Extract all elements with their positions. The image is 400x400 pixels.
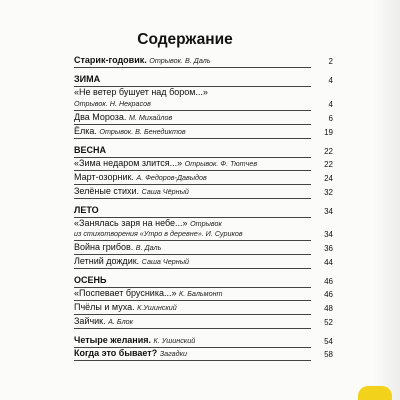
entry-source: А. Блок — [108, 317, 134, 326]
toc-entry — [74, 126, 311, 139]
toc-entry — [74, 256, 311, 269]
toc-entry — [74, 112, 311, 125]
entry-source: Саша Чёрный — [141, 187, 189, 196]
page-number: 54 — [324, 337, 333, 346]
entry-title: «Не ветер бушует над бором...» — [74, 87, 208, 97]
page-number: 32 — [324, 188, 333, 197]
page-number: 48 — [324, 304, 333, 313]
toc-entry — [74, 288, 311, 301]
page-number: 4 — [328, 100, 333, 109]
entry-title: «Поспевает брусника...» — [74, 288, 177, 298]
entry-source: Отрывок. В. Даль — [149, 56, 211, 65]
page-number: 19 — [324, 128, 333, 137]
page-number: 24 — [324, 174, 333, 183]
entry-source: Саша Черный — [141, 257, 189, 266]
entry-source: из стихотворения «Утро в деревне». И. Суриков — [74, 229, 243, 238]
page-number: 46 — [324, 290, 333, 299]
page-edge-shadow — [374, 0, 400, 400]
toc-entry — [74, 55, 311, 68]
page-number: 22 — [324, 147, 333, 156]
toc-entry — [74, 316, 311, 329]
entry-source: М. Михайлов — [128, 113, 173, 122]
page-number: 46 — [324, 277, 333, 286]
toc-entry — [74, 172, 311, 185]
page-number: 22 — [324, 160, 333, 169]
entry-source: Отрывок — [190, 219, 222, 228]
yellow-corner-decoration — [358, 386, 392, 400]
toc-entry — [74, 242, 311, 255]
toc-entry-continued — [74, 228, 311, 241]
entry-source: Отрывок. Ф. Тютчев — [184, 159, 258, 168]
section-heading-spring: ВЕСНА — [74, 145, 311, 158]
page-number: 4 — [328, 76, 333, 85]
section-heading-autumn: ОСЕНЬ — [74, 275, 311, 288]
entry-title: Летний дождик. — [74, 256, 140, 266]
toc-entry — [74, 158, 311, 171]
page-number: 52 — [324, 318, 333, 327]
entry-source: Отрывок. В. Бенедиктов — [99, 127, 186, 136]
toc-entry — [74, 186, 311, 199]
entry-source: А. Федоров-Давыдов — [136, 173, 207, 182]
section-heading-summer: ЛЕТО — [74, 205, 311, 218]
page-number: 36 — [324, 244, 333, 253]
page-title: Содержание — [137, 31, 233, 48]
entry-title: Два Мороза. — [74, 112, 127, 122]
entry-title: Четыре желания. — [74, 335, 152, 345]
entry-source: К. Бальмонт — [179, 289, 223, 298]
page-number: 44 — [324, 258, 333, 267]
entry-title: Старик-годовик. — [74, 55, 147, 65]
entry-source: Отрывок. Н. Некрасов — [74, 99, 151, 108]
entry-title: Зелёные стихи. — [74, 186, 140, 196]
entry-title: Война грибов. — [74, 242, 134, 252]
entry-source: К.Ушинский — [137, 303, 177, 312]
page-number: 6 — [328, 114, 333, 123]
entry-title: Март-озорник. — [74, 172, 134, 182]
entry-title: Зайчик. — [74, 316, 106, 326]
toc-entry — [74, 348, 311, 361]
entry-title: Когда это бывает? — [74, 348, 158, 358]
entry-title: Ёлка. — [74, 126, 97, 136]
toc-entry-continued — [74, 98, 311, 111]
toc-entry — [74, 335, 311, 348]
entry-title: «Зима недаром злится...» — [74, 158, 183, 168]
entry-title: «Занялась заря на небе...» — [74, 218, 188, 228]
page-number: 2 — [328, 57, 333, 66]
page-number: 58 — [324, 350, 333, 359]
page-number: 34 — [324, 230, 333, 239]
entry-source: В. Даль — [135, 243, 162, 252]
section-heading-winter: ЗИМА — [74, 74, 311, 87]
entry-source: К. Ушинский — [153, 336, 196, 345]
entry-source: Загадки — [159, 349, 187, 358]
page-number: 34 — [324, 207, 333, 216]
toc-entry — [74, 302, 311, 315]
entry-title: Пчёлы и муха. — [74, 302, 135, 312]
